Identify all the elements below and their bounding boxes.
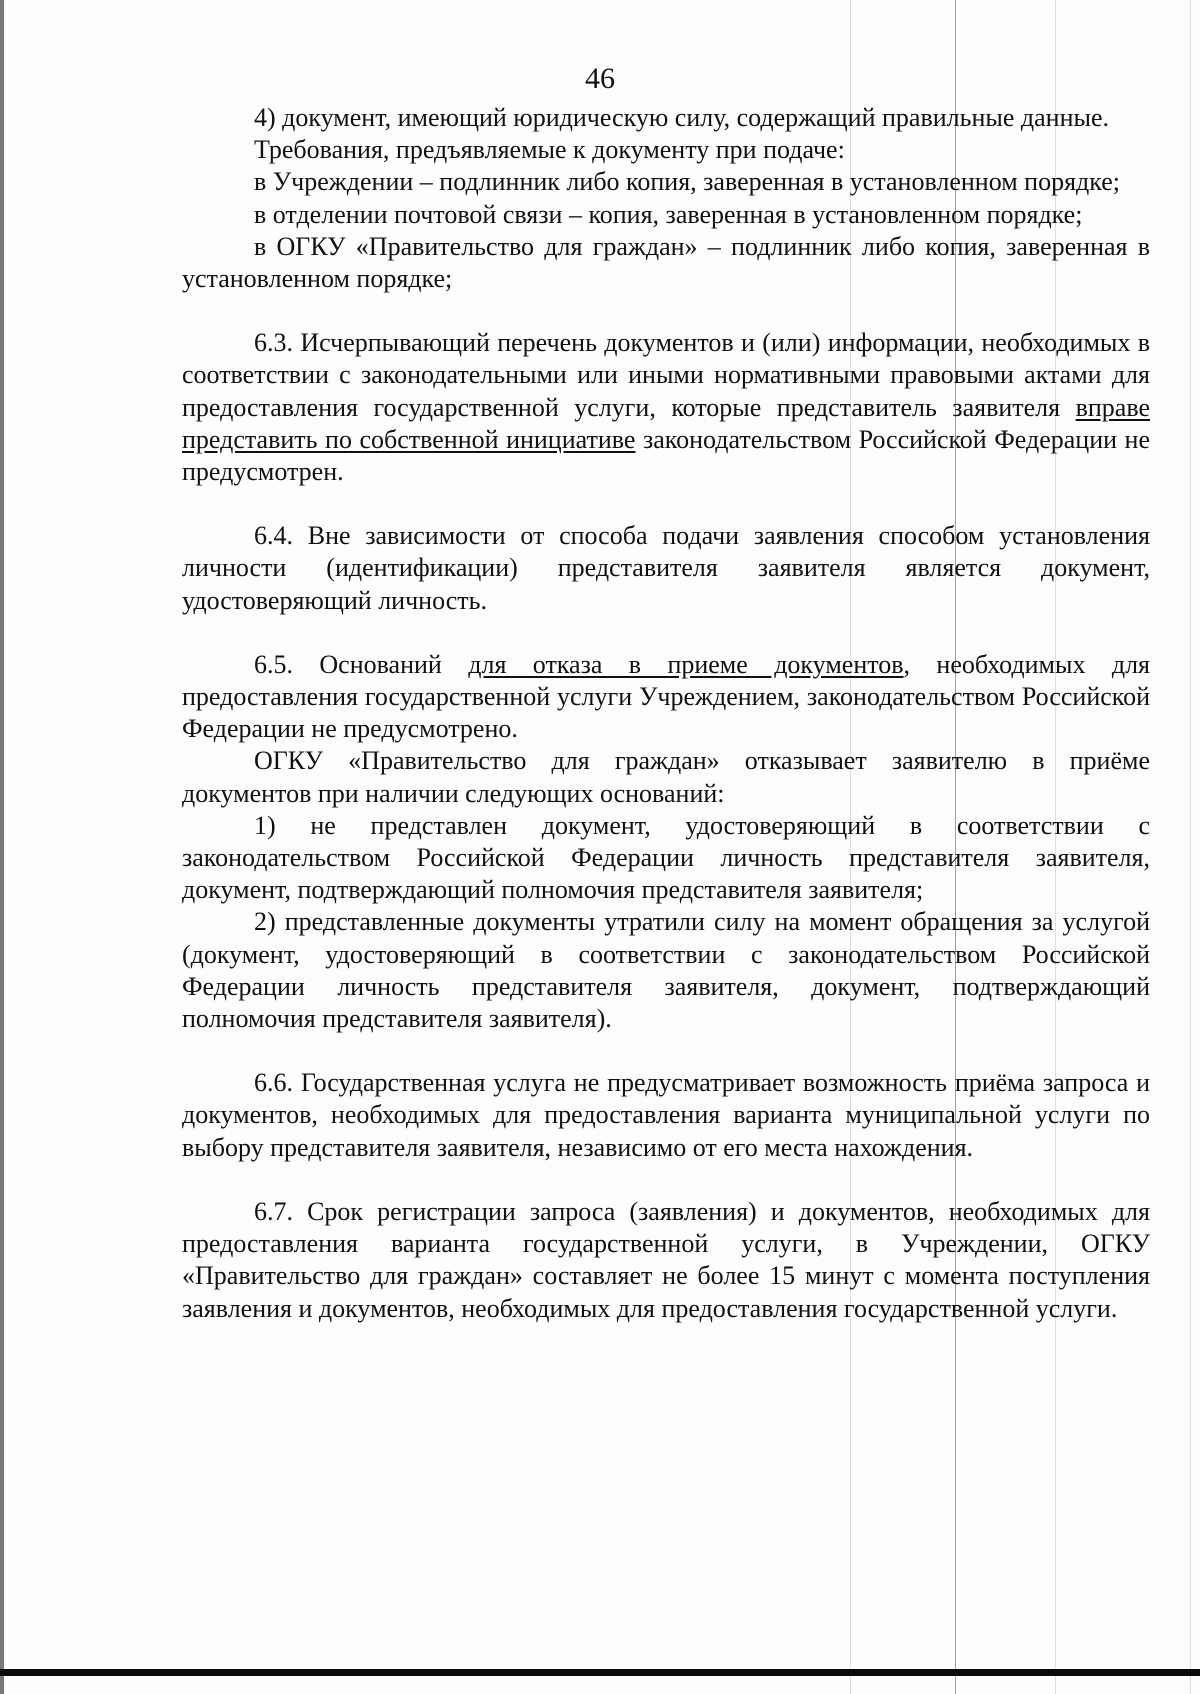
section-6-3-tail: законодательством Российской Федерации не предусмотрен. (182, 424, 1150, 487)
section-6-7: 6.7. Срок регистрации запроса (заявления) и документов, необходимых для предоставления варианта государственной услуги, в Учреждении, ОГКУ «Правительство для граждан» составляет не более 15 минут с момента поступления заявления и документов, необходимых для предоставления государственной услуги. (182, 1196, 1150, 1323)
section-6-5 (182, 649, 1150, 746)
section-6-6: 6.6. Государственная услуга не предусматривает возможность приёма запроса и документов, необходимых для предоставления варианта муниципальной услуги по выбору представителя заявителя, независимо от его места нахождения. (182, 1068, 1150, 1162)
paragraph: Требования, предъявляемые к документу при подаче: (254, 135, 845, 165)
scan-artifact-line-faint (1190, 0, 1191, 1694)
underlined-phrase: для отказа в приеме документов (468, 649, 904, 679)
document-body (182, 102, 1150, 1325)
section-6-3 (182, 327, 1150, 488)
scan-left-edge (0, 0, 4, 1694)
paragraph: в отделении почтовой связи – копия, заверенная в установленном порядке; (254, 199, 1083, 229)
page-number: 46 (585, 62, 615, 95)
list-item: 2) представленные документы утратили силу на момент обращения за услугой (документ, удостоверяющий в соответствии с законодательством Российской Федерации личность представителя заявителя, документ, подтверждающий полномочия представителя заявителя). (182, 907, 1150, 1034)
paragraph: ОГКУ «Правительство для граждан» отказывает заявителю в приёме документов при наличии следующих оснований: (182, 746, 1150, 808)
paragraph: 4) документ, имеющий юридическую силу, содержащий правильные данные. (254, 103, 1110, 132)
paragraph: в ОГКУ «Правительство для граждан» – подлинник либо копия, заверенная в установленном порядке; (182, 231, 1150, 294)
scan-bottom-edge (0, 1669, 1200, 1676)
section-6-3-text: 6.3. Исчерпывающий перечень документов и (или) информации, необходимых в соответствии с законодательными или иными нормативными правовыми актами для предоставления государственной услуги, которые представитель заявителя (182, 328, 1150, 422)
section-6-5-tail: , необходимых для предоставления государственной услуги Учреждением, законодательством Российской Федерации не предусмотрено. (182, 649, 1150, 744)
underlined-phrase: вправе представить по собственной инициативе (182, 392, 1150, 454)
section-6-4: 6.4. Вне зависимости от способа подачи заявления способом установления личности (идентификации) представителя заявителя является документ, удостоверяющий личность. (182, 521, 1150, 615)
list-item: 1) не представлен документ, удостоверяющий в соответствии с законодательством Российской Федерации личность представителя заявителя, документ, подтверждающий полномочия представителя заявителя; (182, 810, 1150, 905)
section-6-5-text: 6.5. Оснований (254, 649, 469, 679)
paragraph: в Учреждении – подлинник либо копия, заверенная в установленном порядке; (254, 167, 1121, 197)
